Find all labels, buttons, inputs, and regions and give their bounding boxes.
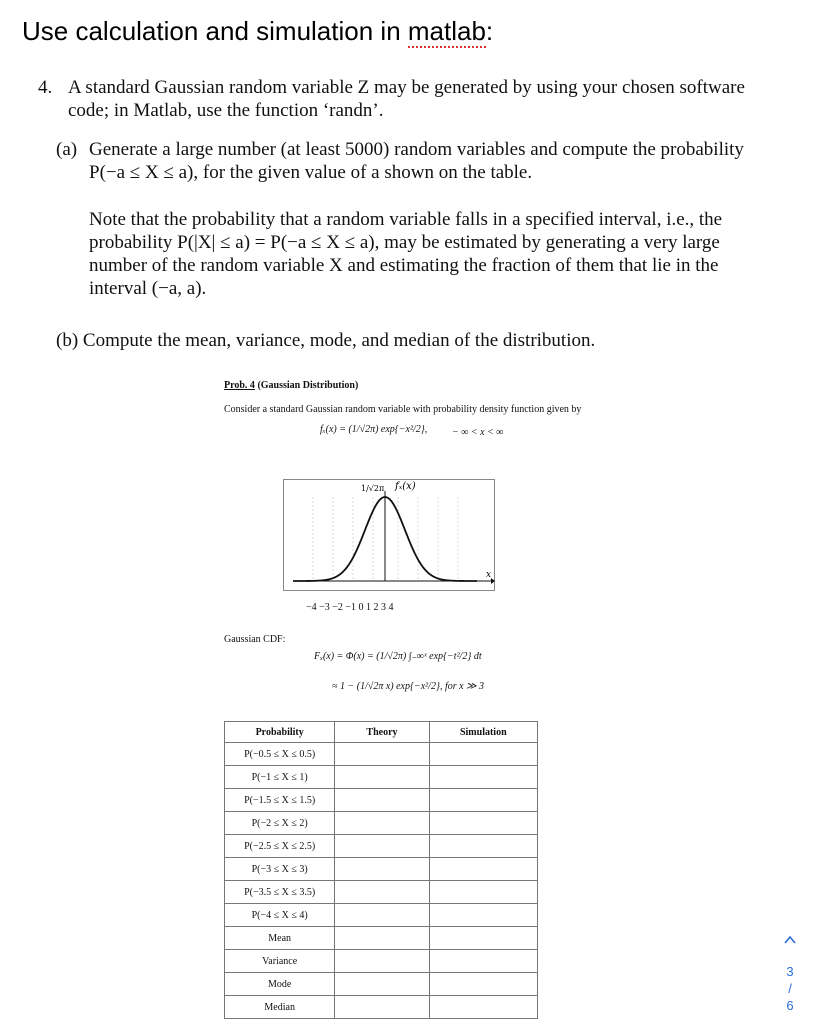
- table-row: [225, 858, 538, 881]
- header-probability: Probability: [225, 722, 335, 743]
- figure-description: Consider a standard Gaussian random variable with probability density function given by: [224, 404, 582, 415]
- simulation-cell[interactable]: [429, 766, 537, 789]
- table-body: [225, 743, 538, 1019]
- cdf-approximation: ≈ 1 − (1/√2π x) exp{−x²/2}, for x ≫ 3: [332, 681, 485, 692]
- problem-text: A standard Gaussian random variable Z may be generated by using your chosen software code; in Matlab, use the function ‘randn’.: [68, 77, 745, 121]
- simulation-cell[interactable]: [429, 743, 537, 766]
- theory-cell[interactable]: [335, 973, 429, 996]
- table-row: [225, 835, 538, 858]
- peak-label: 1/√2π: [361, 484, 385, 493]
- theory-cell[interactable]: [335, 927, 429, 950]
- table-row: [225, 927, 538, 950]
- table-row: [225, 904, 538, 927]
- header-theory: Theory: [335, 722, 429, 743]
- row-label: P(−3 ≤ X ≤ 3): [225, 858, 335, 881]
- simulation-cell[interactable]: [429, 835, 537, 858]
- theory-cell[interactable]: [335, 766, 429, 789]
- heading-matlab: matlab: [407, 16, 486, 46]
- row-label: P(−1.5 ≤ X ≤ 1.5): [225, 789, 335, 812]
- cdf-label: Gaussian CDF:: [224, 634, 286, 645]
- table-row: [225, 789, 538, 812]
- table-row: [225, 812, 538, 835]
- chevron-up-icon[interactable]: [782, 932, 798, 949]
- part-a-note: Note that the probability that a random variable falls in a specified interval, i.e., the probability P(|X| ≤ a) = P(−a ≤ X ≤ a), may be estimated by generating a very large number of the random variable X and estimating the fraction of them that lie in the interval (−a, a).: [89, 209, 723, 299]
- row-label: P(−3.5 ≤ X ≤ 3.5): [225, 881, 335, 904]
- table-row: [225, 950, 538, 973]
- figure-title-rest: (Gaussian Distribution): [254, 380, 359, 391]
- heading-prefix: Use calculation and simulation in: [22, 16, 408, 46]
- theory-cell[interactable]: [335, 950, 429, 973]
- part-b: (b) Compute the mean, variance, mode, and median of the distribution.: [56, 330, 596, 351]
- simulation-cell[interactable]: [429, 950, 537, 973]
- theory-cell[interactable]: [335, 812, 429, 835]
- gaussian-figure: [222, 376, 622, 1016]
- page-current: 3: [786, 964, 794, 979]
- cdf-equation: Fₓ(x) = Φ(x) = (1/√2π) ∫₋∞ˣ exp{−t²/2} dt: [314, 651, 482, 662]
- x-tick-labels: −4 −3 −2 −1 0 1 2 3 4: [306, 602, 394, 613]
- table-row: [225, 743, 538, 766]
- row-label: P(−4 ≤ X ≤ 4): [225, 904, 335, 927]
- simulation-cell[interactable]: [429, 996, 537, 1019]
- table-row: [225, 766, 538, 789]
- part-a-text: Generate a large number (at least 5000) random variables and compute the probability P(−a ≤ X ≤ a), for the given value of a shown on the table.: [89, 139, 744, 183]
- theory-cell[interactable]: [335, 858, 429, 881]
- problem-number: 4.: [38, 77, 53, 98]
- simulation-cell[interactable]: [429, 812, 537, 835]
- part-a-label: (a): [56, 139, 78, 160]
- row-label: P(−1 ≤ X ≤ 1): [225, 766, 335, 789]
- table-row: [225, 881, 538, 904]
- theory-cell[interactable]: [335, 996, 429, 1019]
- pdf-range: − ∞ < x < ∞: [452, 427, 504, 438]
- pdf-equation: fₓ(x) = (1/√2π) exp{−x²/2},: [320, 424, 428, 435]
- row-label: P(−2.5 ≤ X ≤ 2.5): [225, 835, 335, 858]
- fx-label: fₓ(x): [395, 481, 416, 492]
- simulation-cell[interactable]: [429, 973, 537, 996]
- row-label: Mean: [225, 927, 335, 950]
- page-total: 6: [786, 998, 794, 1013]
- plot-frame: [284, 480, 495, 591]
- theory-cell[interactable]: [335, 904, 429, 927]
- theory-cell[interactable]: [335, 789, 429, 812]
- theory-cell[interactable]: [335, 835, 429, 858]
- row-label: Variance: [225, 950, 335, 973]
- simulation-cell[interactable]: [429, 789, 537, 812]
- simulation-cell[interactable]: [429, 858, 537, 881]
- header-simulation: Simulation: [429, 722, 537, 743]
- theory-cell[interactable]: [335, 743, 429, 766]
- page-indicator: [782, 932, 798, 1014]
- page-separator: /: [788, 981, 792, 996]
- row-label: Mode: [225, 973, 335, 996]
- table-header-row: [225, 722, 538, 743]
- figure-title-prob: Prob. 4: [224, 380, 255, 391]
- table-row: [225, 996, 538, 1019]
- row-label: P(−2 ≤ X ≤ 2): [225, 812, 335, 835]
- table-row: [225, 973, 538, 996]
- row-label: Median: [225, 996, 335, 1019]
- page-heading: [22, 16, 493, 47]
- gaussian-pdf-plot: [283, 479, 495, 591]
- row-label: P(−0.5 ≤ X ≤ 0.5): [225, 743, 335, 766]
- simulation-cell[interactable]: [429, 881, 537, 904]
- x-label: x: [486, 570, 492, 580]
- theory-cell[interactable]: [335, 881, 429, 904]
- results-table: [224, 721, 538, 1019]
- simulation-cell[interactable]: [429, 904, 537, 927]
- figure-title: [224, 380, 358, 391]
- simulation-cell[interactable]: [429, 927, 537, 950]
- heading-suffix: :: [485, 16, 494, 46]
